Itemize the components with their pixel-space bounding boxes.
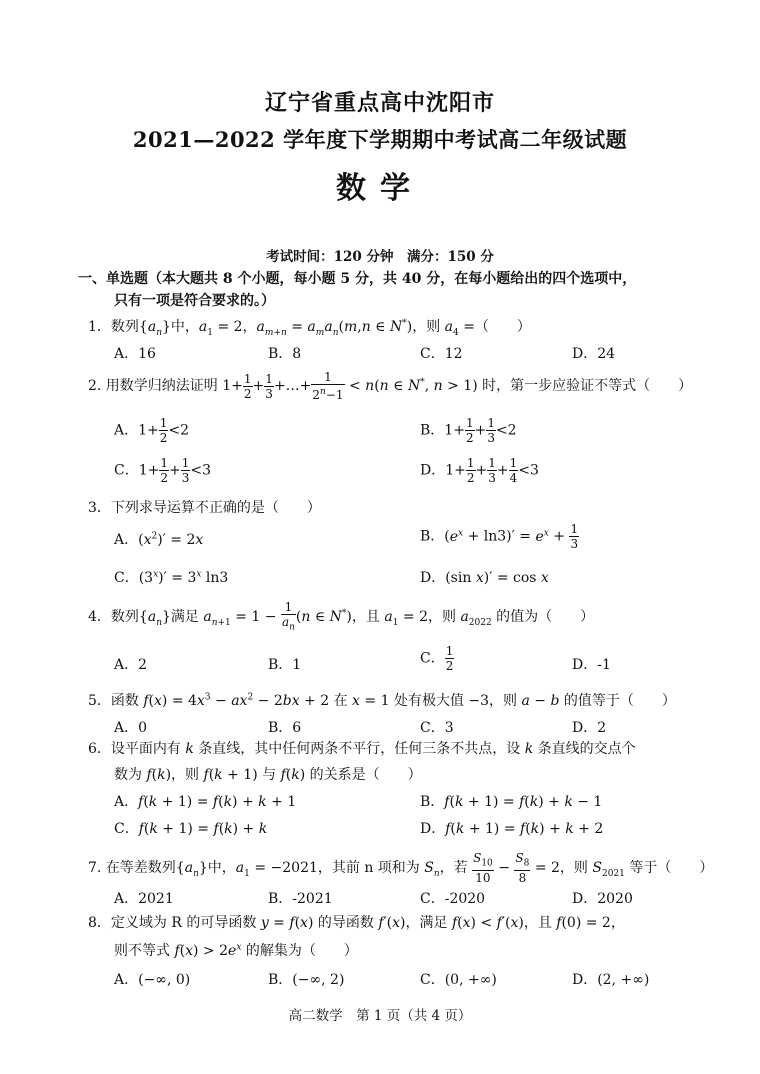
question-1-option-c: C．12	[420, 346, 463, 362]
exam-info: 考试时间：120 分钟 满分：150 分	[266, 249, 494, 265]
question-8-stem-line1: 8．定义域为 R 的可导函数 y = f(x) 的导函数 f′(x)，满足 f(x) < f′(x)，且 f(0) = 2，	[88, 915, 625, 931]
question-5-option-c: C．3	[420, 720, 454, 736]
question-5-stem: 5．函数 $f(x) = 4x^3 - ax^2 - 2bx + 2$ 在 x = 1 处有极大值 −3，则 a − b 的值等于（ ）	[88, 692, 676, 709]
question-7-option-c: C．-2020	[420, 891, 486, 907]
question-6-option-b: B．f(k + 1) = f(k) + k − 1	[420, 794, 603, 810]
question-4-option-b: B．1	[268, 657, 302, 673]
page-footer: 高二数学 第 1 页（共 4 页）	[288, 1008, 472, 1024]
question-6-option-c: C．f(k + 1) = f(k) + k	[114, 821, 268, 837]
question-3-option-a: A．$(x^2)' = 2x$	[114, 531, 204, 548]
question-1-option-d: D．24	[572, 346, 616, 362]
question-1-option-b: B．8	[268, 346, 302, 362]
question-7-option-a: A．2021	[114, 891, 174, 907]
question-8-option-a: A．(−∞, 0)	[114, 972, 191, 988]
question-4-option-a: A．2	[114, 657, 148, 673]
title-line2: 2021—2022 学年度下学期期中考试高二年级试题	[132, 127, 628, 152]
question-8-option-d: D．(2, +∞)	[572, 972, 650, 988]
question-6-option-a: A．f(k + 1) = f(k) + k + 1	[114, 794, 297, 810]
question-5-option-b: B．6	[268, 720, 302, 736]
question-6-stem-line2: 数为 f(k)，则 f(k + 1) 与 f(k) 的关系是（ ）	[114, 767, 422, 783]
question-8-stem-line2: 则不等式 $f(x) > 2e^x$ 的解集为（ ）	[114, 942, 358, 959]
question-7-stem: 7. 在等差数列$\{a_n\}$中，$a_1 = -2021$，其前 n 项和为 $S_n$，若 $\frac{S_{10}}{10}$ − $\frac{S_8}{8}$ = 2，则 $S_{2021}$ 等于（ ）	[88, 851, 714, 886]
question-5-option-a: A．0	[114, 720, 148, 736]
question-2-stem: 2. 用数学归纳法证明 1+ $\frac{1}{2}$ + $\frac{1}{3}$ +…+ $\frac{1}{2^n-1}$ < n(n ∈ N*, n > 1) 时，第一步应验证不等式（ ）	[88, 370, 693, 402]
question-2-option-d: D．1+ $\frac{1}{2}$ + $\frac{1}{3}$ + $\frac{1}{4}$ <3	[420, 456, 539, 485]
question-6-stem-line1: 6．设平面内有 k 条直线，其中任何两条不平行，任何三条不共点，设 k 条直线的交点个	[88, 741, 636, 757]
section-heading-line1: 一、单选题（本大题共 8 个小题，每小题 5 分，共 40 分，在每小题给出的四个选项中，	[78, 271, 637, 287]
question-8-option-c: C．(0, +∞)	[420, 972, 497, 988]
question-3-stem: 3．下列求导运算不正确的是（ ）	[88, 500, 321, 516]
question-3-option-b: B．$(e^x + \ln 3)' = e^x$ + $\frac{1}{3}$	[420, 522, 579, 551]
question-4-option-c: C． $\frac{1}{2}$	[420, 644, 454, 673]
title-line1: 辽宁省重点高中沈阳市	[264, 90, 495, 116]
question-4-option-d: D．-1	[572, 657, 611, 673]
question-7-option-b: B．-2021	[268, 891, 333, 907]
question-2-option-b: B．1+ $\frac{1}{2}$ + $\frac{1}{3}$ <2	[420, 416, 517, 445]
question-3-option-c: C．$(3^x)' = 3^x$ ln3	[114, 569, 229, 586]
question-7-option-d: D．2020	[572, 891, 633, 907]
question-6-option-d: D．f(k + 1) = f(k) + k + 2	[420, 821, 604, 837]
question-1-option-a: A．16	[114, 346, 156, 362]
question-4-stem: 4．数列$\{a_n\}$满足 $a_{n+1} = 1$ − $\frac{1}{a_n}$ (n ∈ N*)，且 $a_1 = 2$，则 $a_{2022}$ 的值为（ ）	[88, 600, 595, 633]
question-2-option-c: C．1+ $\frac{1}{2}$ + $\frac{1}{3}$ <3	[114, 456, 212, 485]
question-5-option-d: D．2	[572, 720, 607, 736]
question-2-option-a: A．1+ $\frac{1}{2}$ <2	[114, 416, 190, 445]
question-8-option-b: B．(−∞, 2)	[268, 972, 345, 988]
question-1-stem: 1．数列$\{a_n\}$中，$a_1 = 2$，$a_{m+n} = a_ma_n(m,n$ ∈ N*)，则 $a_4$ =（ ）	[88, 318, 531, 338]
subject-title: 数学	[336, 171, 424, 206]
question-3-option-d: D．(sin x)′ = cos x	[420, 570, 549, 586]
section-heading-line2: 只有一项是符合要求的。）	[114, 293, 275, 309]
